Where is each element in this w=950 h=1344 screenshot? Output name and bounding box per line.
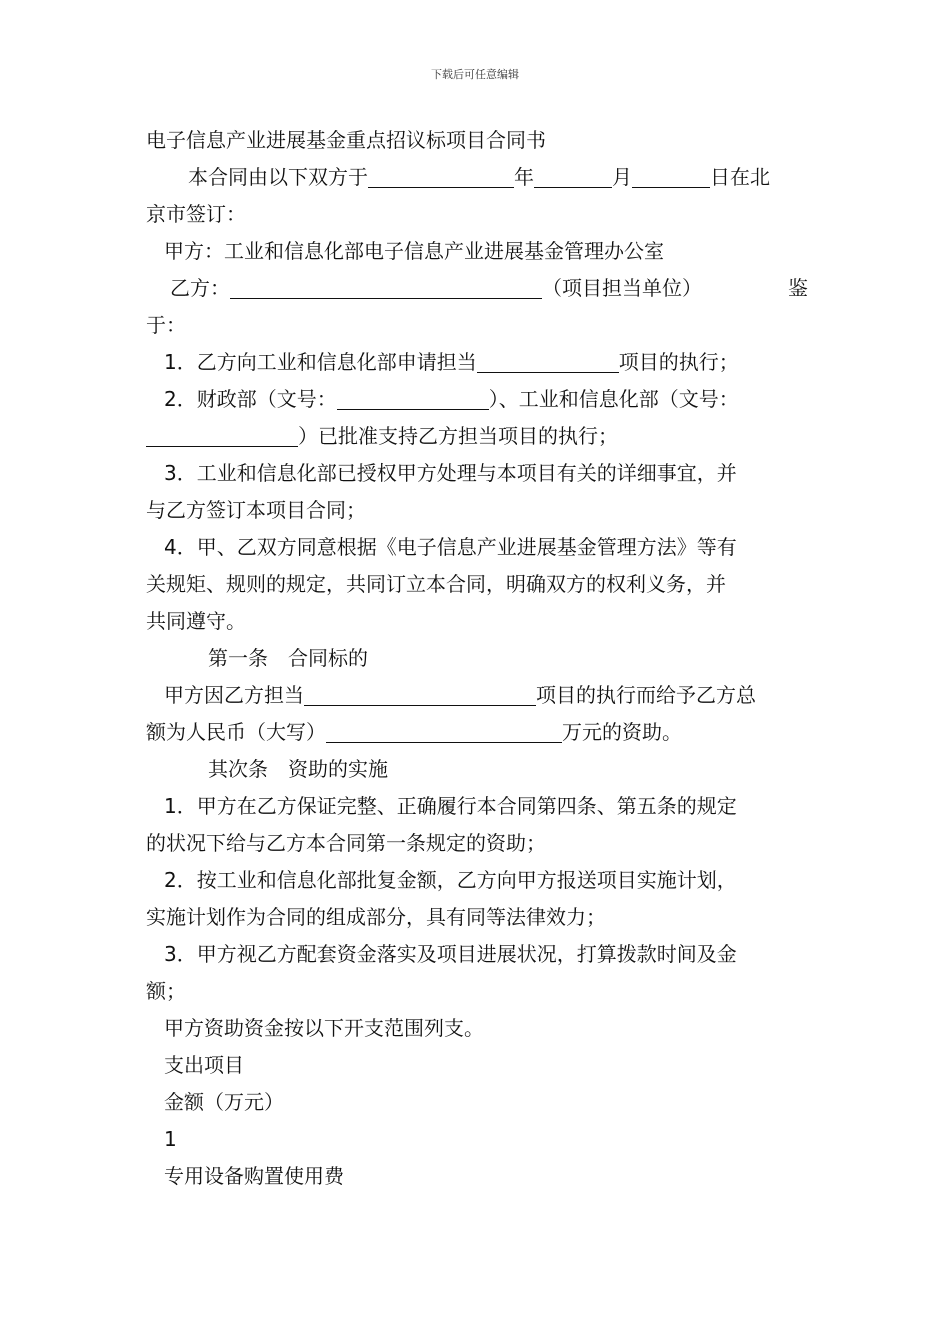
table-row-item: 专用设备购置使用费 xyxy=(164,1164,344,1188)
whereas-item-1: 1．乙方向工业和信息化部申请担当 项目的执行； xyxy=(164,350,739,374)
blank-party-b[interactable] xyxy=(230,276,542,299)
page-header: 下载后可任意编辑 xyxy=(431,68,519,81)
whereas-item-3-cont: 与乙方签订本项目合同； xyxy=(146,498,366,522)
article-2-item-1: 1．甲方在乙方保证完整、正确履行本合同第四条、第五条的规定 xyxy=(164,794,737,818)
article-2-item-2: 2．按工业和信息化部批复金额，乙方向甲方报送项目实施计划， xyxy=(164,868,737,892)
article-2-item-1-cont: 的状况下给与乙方本合同第一条规定的资助； xyxy=(146,831,546,855)
party-b-line: 乙方： （项目担当单位） 鉴 xyxy=(170,276,808,300)
blank-article1-project[interactable] xyxy=(304,683,536,706)
table-header-item: 支出项目 xyxy=(164,1053,244,1077)
table-header-amount: 金额（万元） xyxy=(164,1090,284,1114)
article-1-line-2: 额为人民币（大写） 万元的资助。 xyxy=(146,720,682,744)
article-2-item-3: 3．甲方视乙方配套资金落实及项目进展状况，打算拨款时间及金 xyxy=(164,942,737,966)
blank-year[interactable] xyxy=(368,165,514,188)
contract-body xyxy=(146,122,808,1195)
blank-day[interactable] xyxy=(632,165,710,188)
whereas-item-4-cont: 关规矩、规则的规定，共同订立本合同，明确双方的权利义务，并 xyxy=(146,572,726,596)
whereas-item-2-cont: ）已批准支持乙方担当项目的执行； xyxy=(146,418,808,455)
blank-mof-doc-no[interactable] xyxy=(337,387,489,410)
whereas-item-4: 4．甲、乙双方同意根据《电子信息产业进展基金管理方法》等有 xyxy=(164,535,737,559)
intro-line-2: 京市签订： xyxy=(146,202,246,226)
article-2-item-3-cont: 额； xyxy=(146,979,186,1003)
article-1-line: 甲方因乙方担当 项目的执行而给予乙方总 xyxy=(164,683,756,707)
article-1-heading: 第一条 合同标的 xyxy=(208,646,368,670)
blank-project-name[interactable] xyxy=(477,350,619,373)
table-row-number: 1 xyxy=(164,1127,177,1151)
blank-miit-doc-no[interactable] xyxy=(146,424,298,447)
blank-month[interactable] xyxy=(534,165,612,188)
article-2-heading: 其次条 资助的实施 xyxy=(208,757,388,781)
party-b-line-2: 于： xyxy=(146,313,186,337)
blank-amount[interactable] xyxy=(326,720,562,743)
article-2-item-2-cont: 实施计划作为合同的组成部分，具有同等法律效力； xyxy=(146,905,606,929)
party-a: 甲方：工业和信息化部电子信息产业进展基金管理办公室 xyxy=(164,239,664,263)
document-title: 电子信息产业进展基金重点招议标项目合同书 xyxy=(146,128,546,152)
whereas-item-4-cont-2: 共同遵守。 xyxy=(146,609,246,633)
whereas-item-3: 3．工业和信息化部已授权甲方处理与本项目有关的详细事宜，并 xyxy=(164,461,737,485)
funding-scope: 甲方资助资金按以下开支范围列支。 xyxy=(164,1016,484,1040)
whereas-item-2: 2．财政部（文号： ）、工业和信息化部（文号： xyxy=(164,387,739,411)
intro-line: 本合同由以下双方于 年 月 日在北 xyxy=(188,165,770,189)
